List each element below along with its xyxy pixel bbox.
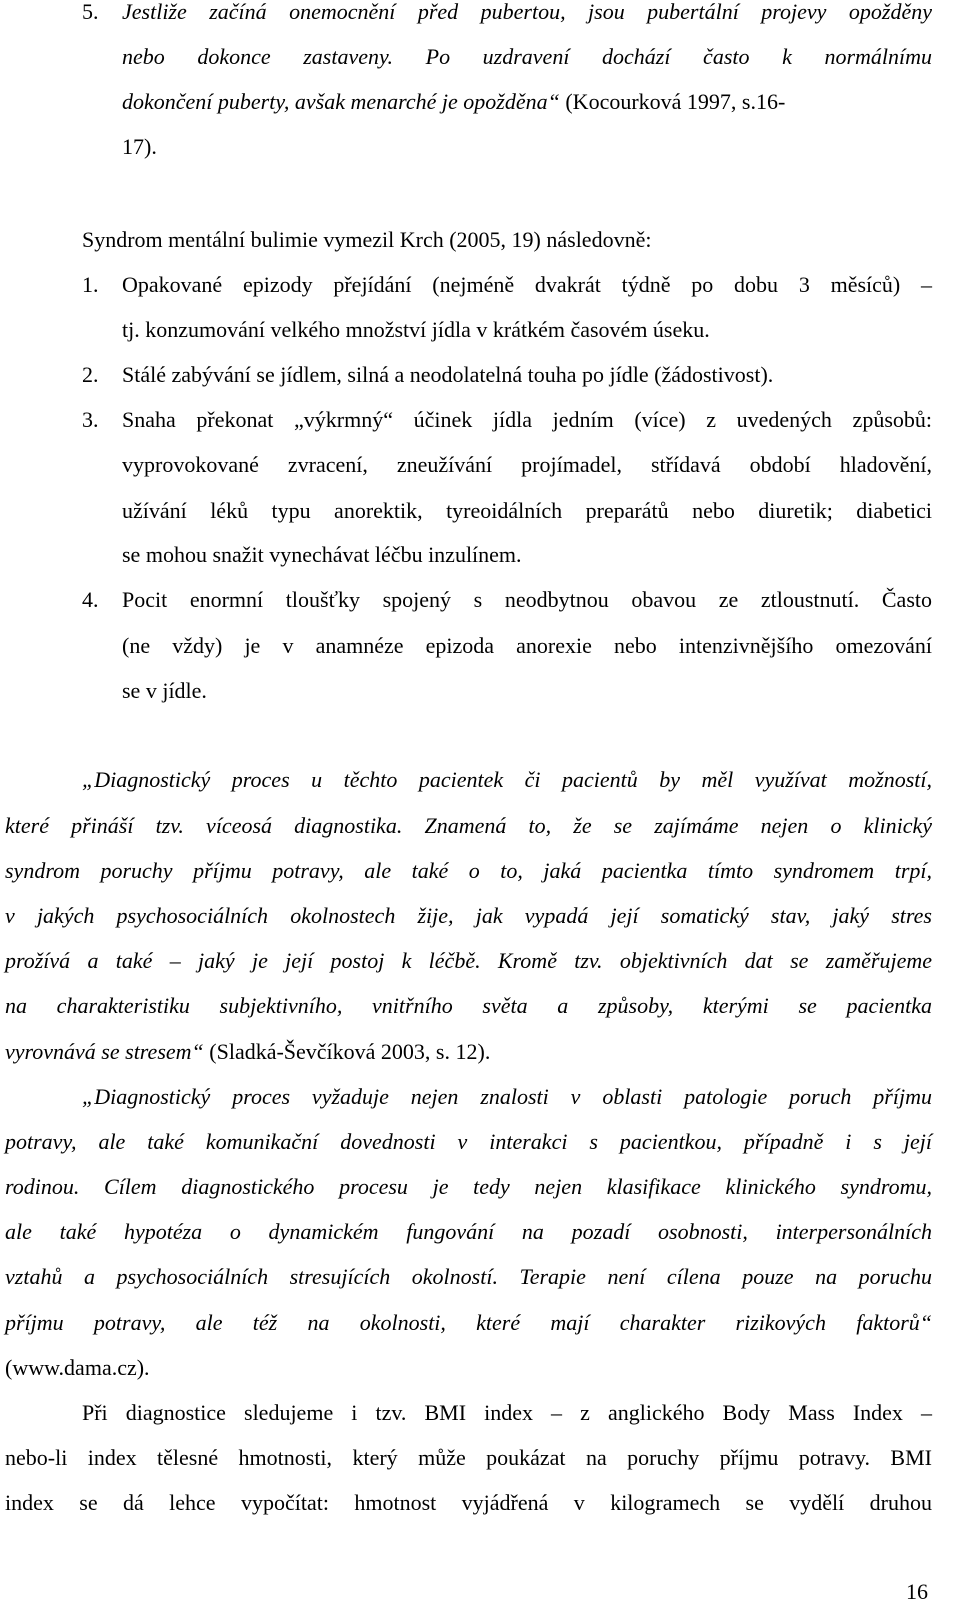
item-5-line-3-citation: (Kocourková 1997, s.16- xyxy=(559,89,786,114)
quote-1-line-4: v jakých psychosociálních okolnostech žije, jak vypadá její somatický stav, jaký stres xyxy=(5,903,932,928)
quote-1-line-5: prožívá a také – jaký je její postoj k léčbě. Kromě tzv. objektivních dat se zaměřujeme xyxy=(5,948,932,973)
criterion-1-line-2: tj. konzumování velkého množství jídla v krátkém časovém úseku. xyxy=(122,317,710,342)
quote-1-line-2: které přináší tzv. víceosá diagnostika. Znamená to, že se zajímáme nejen o klinický xyxy=(5,813,932,838)
criterion-4-line-2: (ne vždy) je v anamnéze epizoda anorexie nebo intenzivnějšího omezování xyxy=(122,633,932,658)
bmi-line-2: nebo-li index tělesné hmotnosti, který může poukázat na poruchy příjmu potravy. BMI xyxy=(5,1445,932,1470)
criterion-4-line-1: Pocit enormní tloušťky spojený s neodbytnou obavou ze ztloustnutí. Často xyxy=(122,587,932,612)
quote-1-citation: (Sladká-Ševčíková 2003, s. 12). xyxy=(203,1039,491,1064)
criterion-3-line-4: se mohou snažit vynechávat léčbu inzulínem. xyxy=(122,542,522,567)
item-5-line-2: nebo dokonce zastaveny. Po uzdravení dochází často k normálnímu xyxy=(122,44,932,69)
quote-1-line-3: syndrom poruchy příjmu potravy, ale také o to, jaká pacientka tímto syndromem trpí, xyxy=(5,858,932,883)
criterion-1-number: 1. xyxy=(82,272,99,297)
criterion-3-number: 3. xyxy=(82,407,99,432)
criterion-2-number: 2. xyxy=(82,362,99,387)
bmi-line-1: Při diagnostice sledujeme i tzv. BMI index – z anglického Body Mass Index – xyxy=(82,1400,932,1425)
criterion-3-line-1: Snaha překonat „výkrmný“ účinek jídla jedním (více) z uvedených způsobů: xyxy=(122,407,932,432)
quote-2-line-2: potravy, ale také komunikační dovednosti v interakci s pacientkou, případně i s její xyxy=(5,1129,932,1154)
quote-1-line-1: „Diagnostický proces u těchto pacientek či pacientů by měl využívat možností, xyxy=(82,767,932,792)
item-5-line-3 xyxy=(122,87,785,117)
quote-2-line-6: příjmu potravy, ale též na okolnosti, které mají charakter rizikových faktorů“ xyxy=(5,1310,932,1335)
criterion-4-line-3: se v jídle. xyxy=(122,678,207,703)
quote-2-line-4: ale také hypotéza o dynamickém fungování na pozadí osobnosti, interpersonálních xyxy=(5,1219,932,1244)
quote-1-line-7 xyxy=(5,1037,490,1067)
syndrome-intro: Syndrom mentální bulimie vymezil Krch (2005, 19) následovně: xyxy=(82,227,652,252)
criterion-4-number: 4. xyxy=(82,587,99,612)
quote-2-line-5: vztahů a psychosociálních stresujících okolností. Terapie není cílena pouze na poruchu xyxy=(5,1264,932,1289)
criterion-3-line-2: vyprovokované zvracení, zneužívání projímadel, střídavá období hladovění, xyxy=(122,452,932,477)
criterion-2-line-1: Stálé zabývání se jídlem, silná a neodolatelná touha po jídle (žádostivost). xyxy=(122,362,774,387)
criterion-3-line-3: užívání léků typu anorektik, tyreoidálních preparátů nebo diuretik; diabetici xyxy=(122,498,932,523)
item-5-line-1: Jestliže začíná onemocnění před pubertou, jsou pubertální projevy opožděny xyxy=(122,0,932,24)
quote-2-citation: (www.dama.cz). xyxy=(5,1355,150,1380)
item-5-line-4: 17). xyxy=(122,134,157,159)
item-5-line-3-italic: dokončení puberty, avšak menarché je opožděna“ xyxy=(122,89,560,114)
item-5-number: 5. xyxy=(82,0,99,24)
criterion-1-line-1: Opakované epizody přejídání (nejméně dvakrát týdně po dobu 3 měsíců) – xyxy=(122,272,932,297)
quote-1-last-italic: vyrovnává se stresem“ xyxy=(5,1039,204,1064)
page-number: 16 xyxy=(906,1579,928,1604)
bmi-line-3: index se dá lehce vypočítat: hmotnost vyjádřená v kilogramech se vydělí druhou xyxy=(5,1490,932,1515)
quote-2-line-1: „Diagnostický proces vyžaduje nejen znalosti v oblasti patologie poruch příjmu xyxy=(82,1084,932,1109)
quote-1-line-6: na charakteristiku subjektivního, vnitřního světa a způsoby, kterými se pacientka xyxy=(5,993,932,1018)
quote-2-line-3: rodinou. Cílem diagnostického procesu je tedy nejen klasifikace klinického syndromu, xyxy=(5,1174,932,1199)
